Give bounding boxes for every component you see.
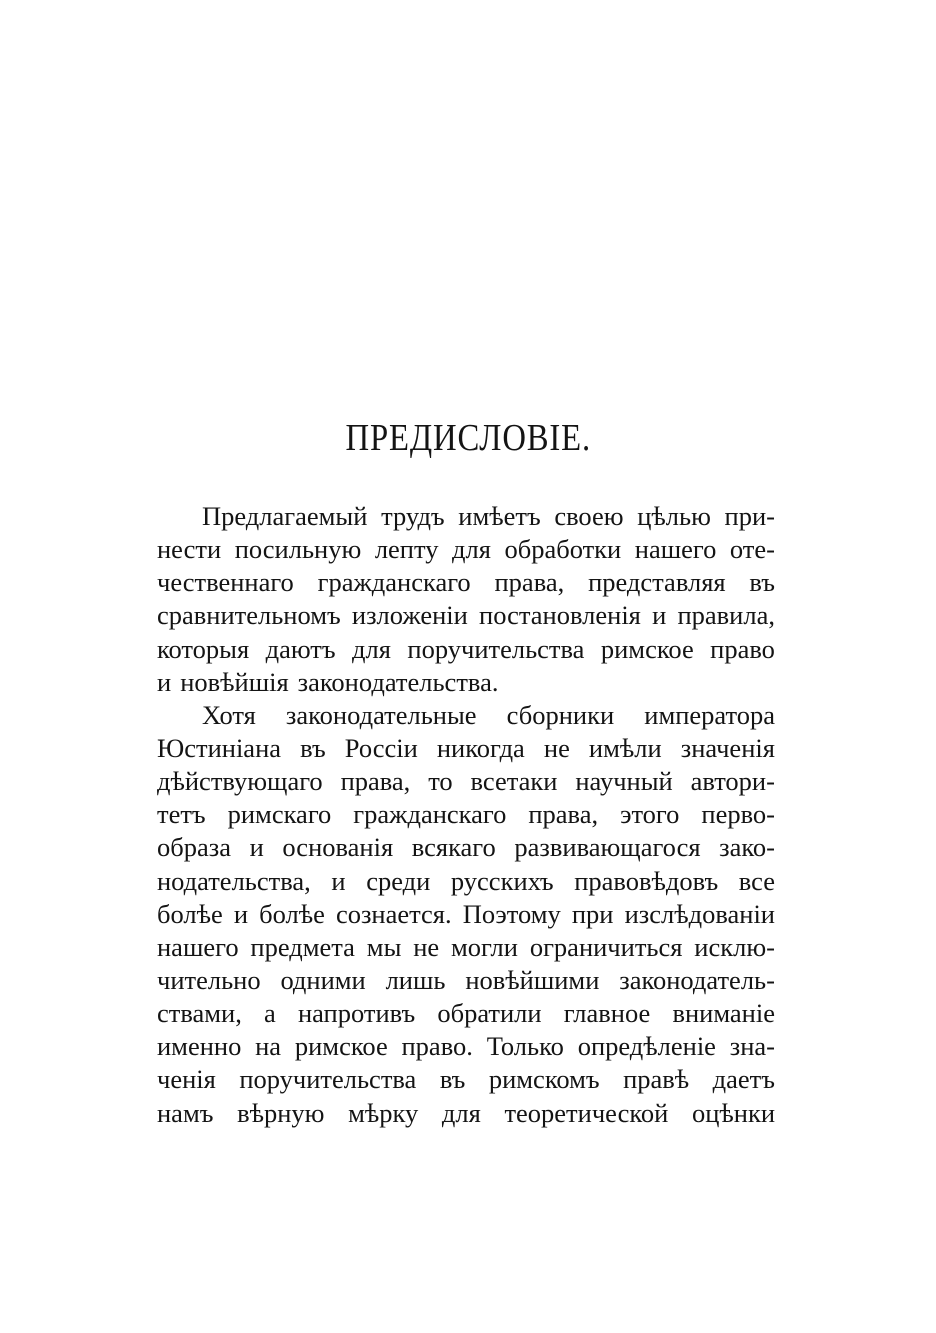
word: изложеніи: [351, 600, 468, 631]
word: тетъ: [157, 799, 206, 830]
word: Только: [486, 1031, 564, 1062]
word: всетаки: [470, 766, 558, 797]
word: гражданскаго: [317, 567, 471, 598]
word: а: [264, 998, 276, 1029]
word: дѣйствующаго: [157, 766, 323, 797]
word: и: [249, 832, 264, 863]
word: и: [331, 865, 346, 896]
word: вниманіе: [672, 998, 775, 1029]
word: трудъ: [381, 501, 445, 531]
text-line: [157, 666, 775, 699]
word: никогда: [436, 732, 525, 763]
text-line: [157, 699, 775, 732]
word: именно: [157, 1031, 242, 1062]
text-line: [157, 633, 775, 666]
word: правовѣдовъ: [574, 865, 719, 896]
text-line: [157, 831, 775, 864]
word: при: [571, 898, 614, 929]
word: и: [652, 600, 667, 631]
word: ограничиться: [529, 931, 683, 962]
word: Поэтому: [462, 898, 561, 929]
word: для: [452, 534, 491, 565]
word: исклю-: [694, 931, 775, 962]
word: могли: [451, 931, 518, 962]
word: изслѣдованіи: [624, 898, 775, 929]
word: предмета: [250, 931, 355, 962]
word: значенія: [680, 732, 775, 763]
word: въ: [749, 567, 775, 598]
text-line: [157, 865, 775, 898]
text-line: [157, 1030, 775, 1063]
word: лишь: [385, 964, 446, 995]
word: Предлагаемый: [202, 501, 368, 531]
text-line: [157, 964, 775, 997]
word: римскомъ: [488, 1064, 600, 1095]
page-title: ПРЕДИСЛОВІЕ.: [345, 417, 592, 459]
word: чительно: [157, 964, 261, 995]
word: оцѣнки: [691, 1097, 775, 1128]
word: право: [710, 633, 775, 664]
word: зако-: [719, 832, 775, 863]
word: при-: [724, 501, 775, 531]
word: болѣе: [259, 898, 325, 929]
word: обработки: [504, 534, 622, 565]
word: императора: [644, 699, 775, 730]
word: въ: [300, 732, 326, 763]
word: правила,: [677, 600, 775, 631]
word: постановленія: [479, 600, 641, 631]
word: даетъ: [712, 1064, 775, 1095]
word: права,: [494, 567, 565, 598]
word: поручительства: [239, 1064, 417, 1095]
word: и: [233, 898, 249, 929]
word: обратили: [437, 998, 542, 1029]
text-line: [157, 500, 775, 533]
word: намъ: [157, 1097, 214, 1128]
word: опредѣленіе: [577, 1031, 716, 1062]
word: мы: [366, 931, 402, 962]
word: посильную: [234, 534, 362, 565]
word: для: [352, 633, 391, 664]
word: чественнаго: [157, 567, 294, 598]
word: на: [255, 1031, 282, 1062]
word: болѣе: [157, 898, 223, 929]
word: напротивъ: [297, 998, 416, 1029]
text-line: [157, 1097, 775, 1130]
word: мѣрку: [348, 1097, 419, 1128]
word: всякаго: [411, 832, 496, 863]
body-text: [157, 500, 775, 1130]
word: цѣлью: [637, 501, 711, 531]
word: Россіи: [344, 732, 418, 763]
word: даютъ: [265, 633, 336, 664]
word: Хотя: [202, 699, 256, 730]
word: новѣйшія: [180, 666, 289, 697]
word: этого: [620, 799, 680, 830]
word: право.: [401, 1031, 473, 1062]
word: нести: [157, 534, 222, 565]
text-line: [157, 1063, 775, 1096]
word: представляя: [588, 567, 726, 598]
text-line: [157, 997, 775, 1030]
word: своею: [554, 501, 624, 531]
word: среди: [366, 865, 431, 896]
word: образа: [157, 832, 231, 863]
word: поручительства: [407, 633, 585, 664]
word: не: [413, 931, 440, 962]
text-line: [157, 898, 775, 931]
word: русскихъ: [450, 865, 554, 896]
word: законодательства.: [297, 666, 499, 697]
word: законодатель-: [619, 964, 775, 995]
word: новѣйшими: [465, 964, 600, 995]
word: имѣли: [588, 732, 662, 763]
text-line: [157, 599, 775, 632]
word: которыя: [157, 633, 250, 664]
word: развивающагося: [514, 832, 701, 863]
word: автори-: [690, 766, 775, 797]
word: нашего: [634, 534, 717, 565]
word: одними: [280, 964, 366, 995]
word: права,: [340, 766, 411, 797]
word: лепту: [374, 534, 439, 565]
word: основанія: [282, 832, 394, 863]
word: теоретической: [504, 1097, 669, 1128]
word: для: [441, 1097, 481, 1128]
word: въ: [439, 1064, 466, 1095]
word: законодательные: [285, 699, 477, 730]
word: права,: [528, 799, 599, 830]
text-line: [157, 798, 775, 831]
word: римскаго: [227, 799, 332, 830]
word: и: [157, 666, 172, 697]
word: правѣ: [623, 1064, 690, 1095]
word: сборники: [506, 699, 615, 730]
word: перво-: [701, 799, 775, 830]
word: имѣетъ: [458, 501, 541, 531]
word: сравнительномъ: [157, 600, 341, 631]
word: Юстиніана: [157, 732, 282, 763]
word: вѣрную: [237, 1097, 325, 1128]
word: все: [738, 865, 775, 896]
word: оте-: [729, 534, 775, 565]
word: гражданскаго: [353, 799, 507, 830]
word: главное: [563, 998, 651, 1029]
text-line: [157, 533, 775, 566]
word: нодательства,: [157, 865, 311, 896]
word: ствами,: [157, 998, 242, 1029]
text-line: [157, 732, 775, 765]
word: ченія: [157, 1064, 216, 1095]
text-line: [157, 931, 775, 964]
word: зна-: [729, 1031, 775, 1062]
word: нашего: [157, 931, 239, 962]
word: то: [428, 766, 453, 797]
word: научный: [575, 766, 673, 797]
word: сознается.: [335, 898, 452, 929]
word: римское: [294, 1031, 388, 1062]
text-line: [157, 566, 775, 599]
word: не: [543, 732, 570, 763]
text-line: [157, 765, 775, 798]
word: римское: [600, 633, 694, 664]
